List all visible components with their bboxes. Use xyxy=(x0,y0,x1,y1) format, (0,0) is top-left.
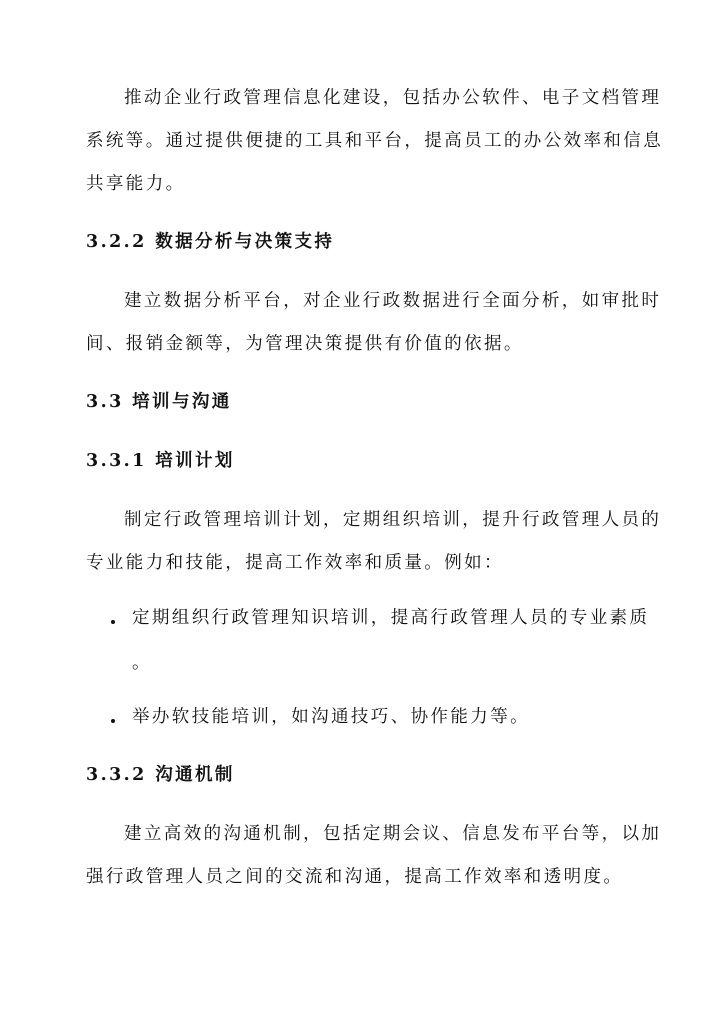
list-item-line: 举办软技能培训，如沟通技巧、协作能力等。 xyxy=(132,707,530,727)
section-heading: 3.3.2 沟通机制 xyxy=(86,765,235,785)
section-heading: 3.2.2 数据分析与决策支持 xyxy=(86,232,335,252)
bullet-icon xyxy=(111,620,115,624)
list-item-line: 。 xyxy=(132,653,152,673)
paragraph-line: 建立高效的沟通机制，包括定期会议、信息发布平台等，以加 xyxy=(124,824,662,844)
paragraph-line: 专业能力和技能，提高工作效率和质量。例如： xyxy=(86,553,504,573)
paragraph-line: 间、报销金额等，为管理决策提供有价值的依据。 xyxy=(86,334,524,354)
list-item-line: 定期组织行政管理知识培训，提高行政管理人员的专业素质 xyxy=(132,608,650,628)
paragraph-line: 推动企业行政管理信息化建设，包括办公软件、电子文档管理 xyxy=(124,88,662,108)
paragraph-line: 制定行政管理培训计划，定期组织培训，提升行政管理人员的 xyxy=(124,510,662,530)
section-heading: 3.3.1 培训计划 xyxy=(86,451,235,471)
paragraph-line: 强行政管理人员之间的交流和沟通，提高工作效率和透明度。 xyxy=(86,867,624,887)
section-heading: 3.3 培训与沟通 xyxy=(86,392,232,412)
bullet-icon xyxy=(111,719,115,723)
paragraph-line: 建立数据分析平台，对企业行政数据进行全面分析，如审批时 xyxy=(124,291,662,311)
paragraph-line: 系统等。通过提供便捷的工具和平台，提高员工的办公效率和信息 xyxy=(86,131,664,151)
paragraph-line: 共享能力。 xyxy=(86,174,186,194)
